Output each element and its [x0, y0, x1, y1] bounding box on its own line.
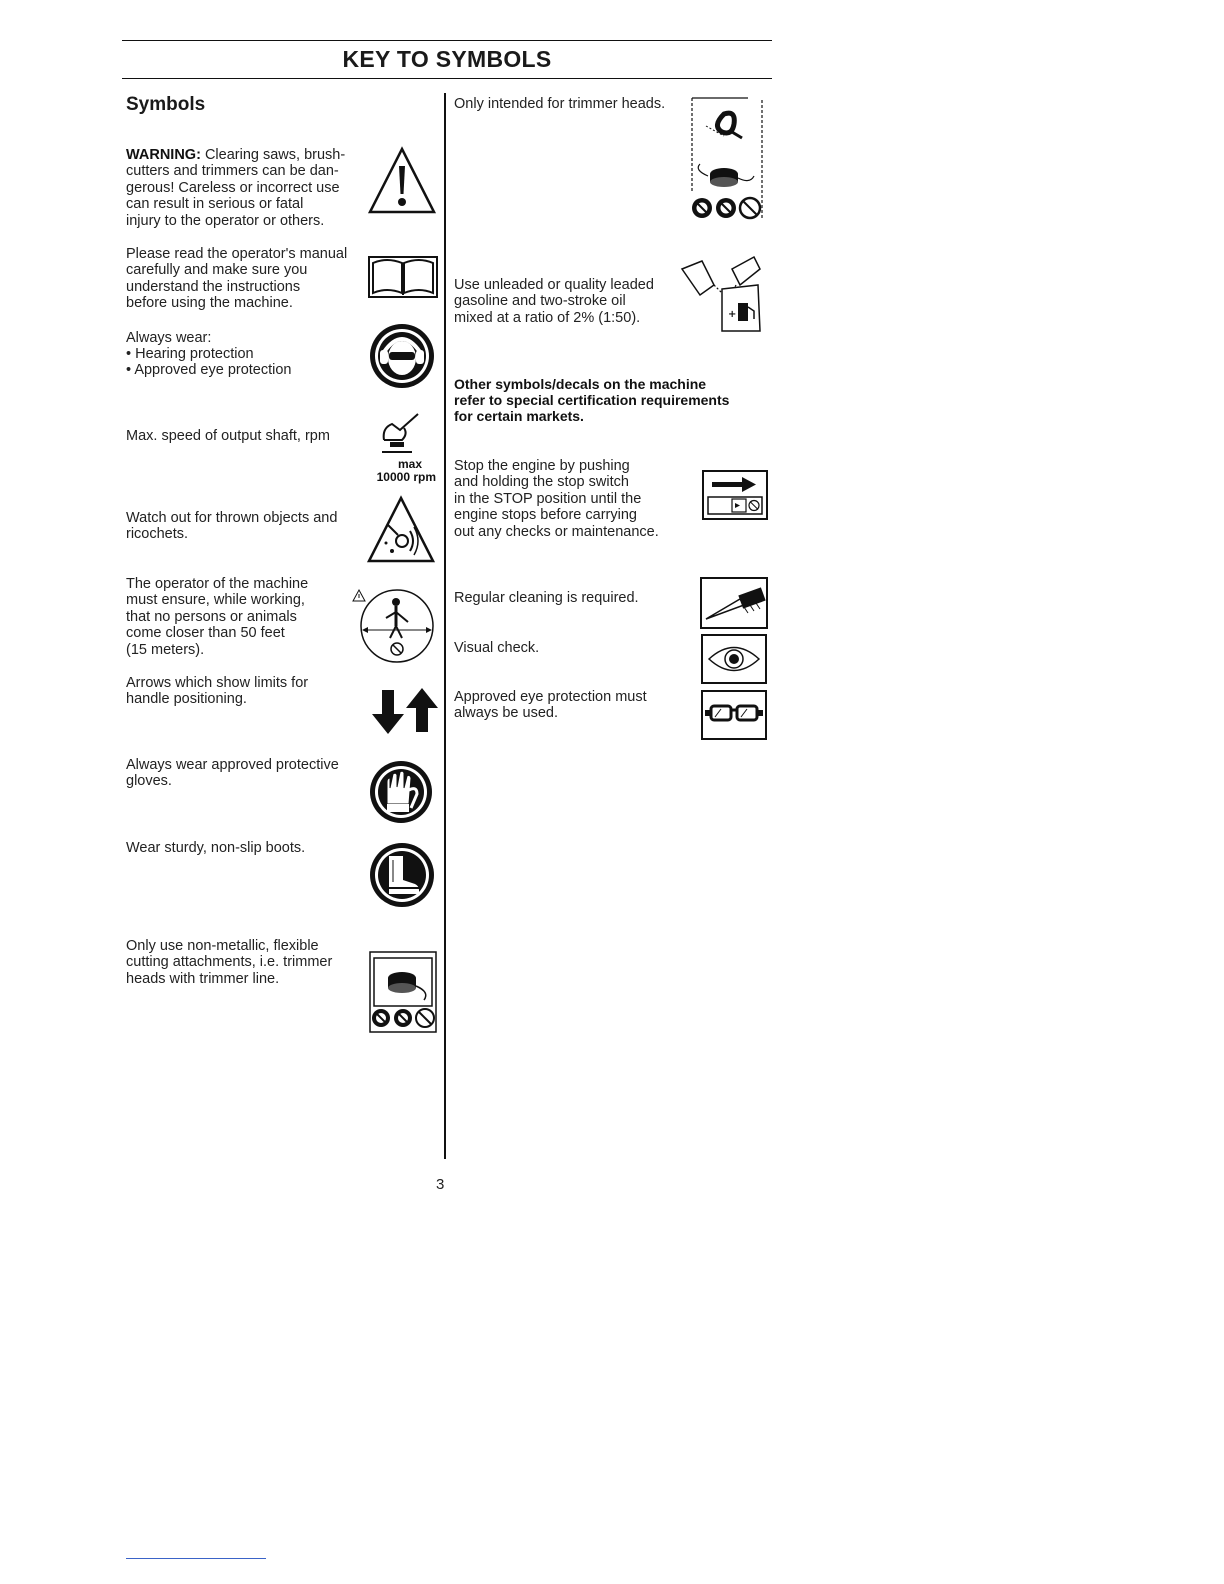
max-rpm-label [356, 458, 436, 484]
open-book-icon [367, 253, 439, 299]
ear-eye-protection-icon [368, 322, 436, 390]
trimmer-head-decal-icon [368, 950, 438, 1034]
wear-item-eye: • Approved eye protection [126, 362, 292, 378]
fuel-mix-icon [678, 255, 768, 335]
warning-text: Clearing saws, brush- cutters and trimmers can be dan- gerous! Careless or incorrect use can result in serious or fatal injury to the operator or others. [126, 147, 346, 229]
column-divider [444, 93, 446, 1159]
gloves-text: Always wear approved protective gloves. [126, 757, 339, 790]
cleaning-text: Regular cleaning is required. [454, 590, 639, 606]
title-underline [122, 78, 772, 79]
top-rule [122, 40, 772, 41]
stop-engine-text: Stop the engine by pushing and holding the stop switch in the STOP position until the engine stops before carrying out any checks or maintenance. [454, 458, 659, 540]
nonmetal-text: Only use non-metallic, flexible cutting attachments, i.e. trimmer heads with trimmer line. [126, 938, 333, 987]
boots-icon [369, 842, 435, 908]
manual-text: Please read the operator's manual carefully and make sure you understand the instructions before using the machine. [126, 246, 348, 312]
svg-text:+: + [728, 309, 737, 320]
warning-paragraph [126, 147, 366, 229]
arrows-text: Arrows which show limits for handle positioning. [126, 675, 309, 708]
rpm-label: 10000 rpm [376, 470, 436, 484]
thrown-objects-text: Watch out for thrown objects and ricochets. [126, 510, 338, 543]
page-title: KEY TO SYMBOLS [342, 46, 552, 72]
always-wear-label: Always wear: [126, 330, 212, 346]
output-shaft-icon [378, 410, 424, 456]
fuel-text: Use unleaded or quality leaded gasoline and two-stroke oil mixed at a ratio of 2% (1:50). [454, 277, 654, 326]
gloves-icon [369, 760, 433, 824]
wear-item-hearing: • Hearing protection [126, 346, 292, 362]
page-number: 3 [436, 1176, 445, 1193]
eye-check-icon [701, 634, 767, 684]
wear-list [126, 346, 292, 379]
safety-distance-icon [350, 588, 436, 666]
footer-link-line [126, 1558, 266, 1559]
section-title: Symbols [126, 94, 206, 115]
distance-text: The operator of the machine must ensure, while working, that no persons or animals come closer than 50 feet (15 meters). [126, 576, 309, 658]
trimmer-only-text: Only intended for trimmer heads. [454, 96, 666, 112]
stop-switch-icon [702, 470, 768, 520]
safety-glasses-icon [701, 690, 767, 740]
other-symbols-note: Other symbols/decals on the machine refer to special certification requirements for certain markets. [454, 376, 730, 424]
up-down-arrows-icon [368, 686, 440, 736]
max-label: max [397, 457, 423, 471]
trimmer-heads-only-icon [688, 96, 766, 224]
warning-triangle-icon [367, 146, 437, 214]
cleaning-icon [700, 577, 768, 629]
boots-text: Wear sturdy, non-slip boots. [126, 840, 306, 856]
max-speed-text: Max. speed of output shaft, rpm [126, 428, 330, 444]
visual-check-text: Visual check. [454, 640, 540, 656]
thrown-objects-icon [366, 495, 436, 565]
warning-label: WARNING: [126, 147, 201, 163]
eye-protection-text: Approved eye protection must always be used. [454, 689, 647, 722]
